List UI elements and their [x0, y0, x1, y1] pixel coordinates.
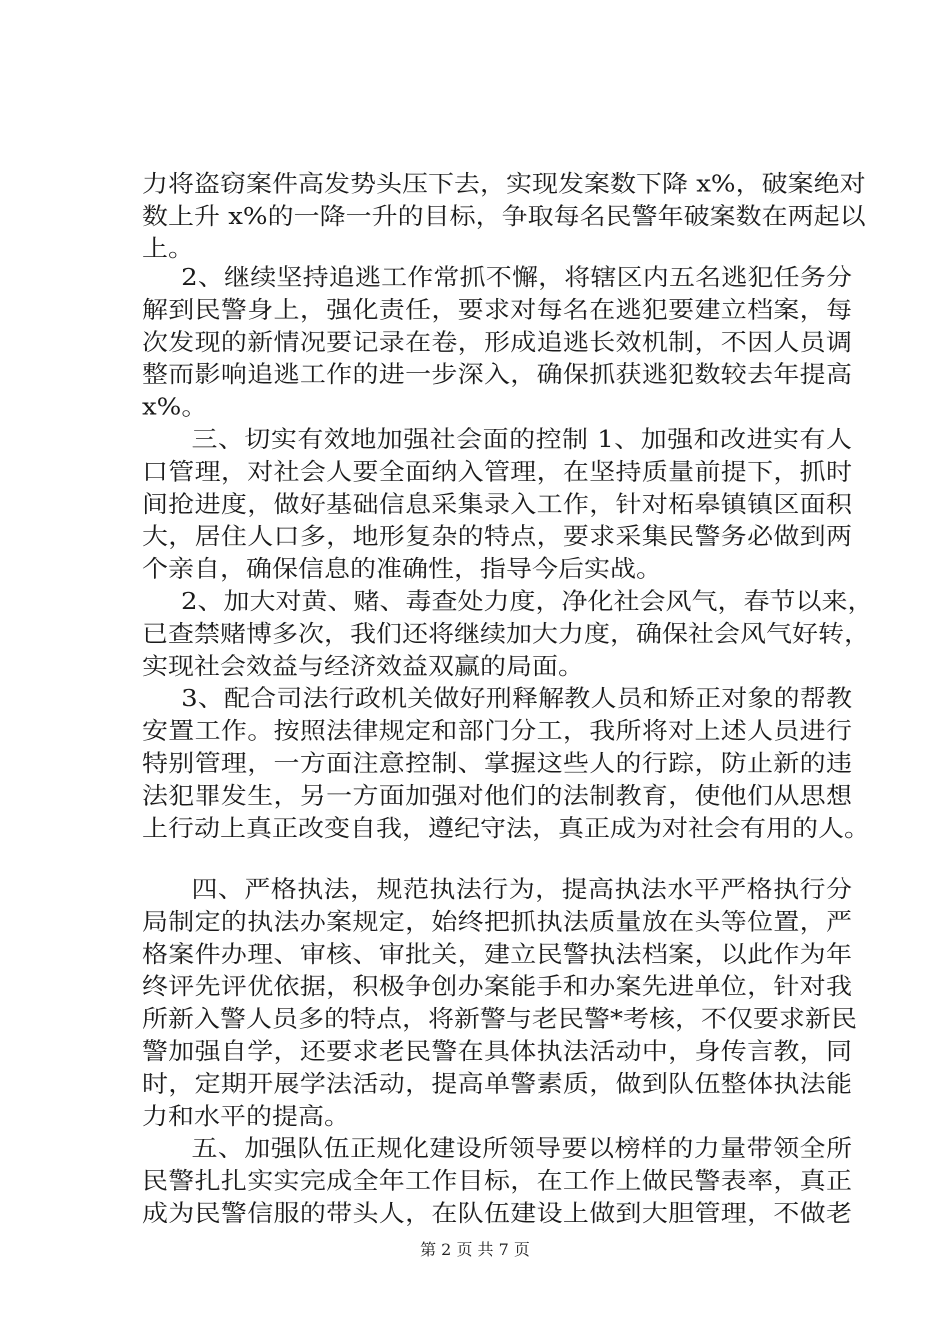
text-line: 上。	[142, 235, 195, 263]
text-line: 成为民警信服的带头人，在队伍建设上做到大胆管理，不做老	[142, 1200, 852, 1228]
text-line: 终评先评优依据，积极争创办案能手和办案先进单位，针对我	[142, 973, 852, 1001]
text-line: 局制定的执法办案规定，始终把抓执法质量放在头等位置，严	[142, 908, 852, 936]
text-line: 整而影响追逃工作的进一步深入，确保抓获逃犯数较去年提高	[142, 361, 852, 389]
page-footer: 第 2 页 共 7 页	[420, 1240, 530, 1259]
text-line: 口管理，对社会人要全面纳入管理，在坚持质量前提下，抓时	[142, 458, 852, 486]
text-line: 3、配合司法行政机关做好刑释解教人员和矫正对象的帮教	[155, 685, 852, 713]
text-line: 已查禁赌博多次，我们还将继续加大力度，确保社会风气好转，	[142, 620, 871, 648]
text-line: 三、切实有效地加强社会面的控制 1、加强和改进实有人	[165, 426, 852, 454]
text-line: 力将盗窃案件高发势头压下去，实现发案数下降 x%，破案绝对	[142, 170, 866, 198]
text-line: 特别管理，一方面注意控制、掌握这些人的行踪，防止新的违	[142, 750, 852, 778]
text-line: 所新入警人员多的特点，将新警与老民警*考核，不仅要求新民	[142, 1005, 858, 1033]
text-line: 间抢进度，做好基础信息采集录入工作，针对柘皋镇镇区面积	[142, 491, 852, 519]
text-line: 个亲自，确保信息的准确性，指导今后实战。	[142, 555, 663, 583]
text-line: x%。	[142, 393, 208, 421]
text-line: 警加强自学，还要求老民警在具体执法活动中，身传言教，同	[142, 1038, 852, 1066]
text-line: 次发现的新情况要记录在卷，形成追逃长效机制，不因人员调	[142, 329, 852, 357]
text-line: 实现社会效益与经济效益双赢的局面。	[142, 653, 585, 681]
text-line: 大，居住人口多，地形复杂的特点，要求采集民警务必做到两	[142, 523, 852, 551]
text-line: 安置工作。按照法律规定和部门分工，我所将对上述人员进行	[142, 717, 852, 745]
text-line: 格案件办理、审核、审批关，建立民警执法档案，以此作为年	[142, 941, 852, 969]
text-line: 2、继续坚持追逃工作常抓不懈，将辖区内五名逃犯任务分	[155, 264, 852, 292]
text-line: 数上升 x%的一降一升的目标，争取每名民警年破案数在两起以	[142, 203, 866, 231]
text-line: 力和水平的提高。	[142, 1103, 351, 1131]
text-line: 四、严格执法，规范执法行为，提高执法水平严格执行分	[165, 876, 852, 904]
text-line: 法犯罪发生，另一方面加强对他们的法制教育，使他们从思想	[142, 782, 852, 810]
text-line: 上行动上真正改变自我，遵纪守法，真正成为对社会有用的人。	[142, 815, 871, 843]
text-line: 解到民警身上，强化责任，要求对每名在逃犯要建立档案，每	[142, 296, 852, 324]
text-line: 2、加大对黄、赌、毒查处力度，净化社会风气，春节以来，	[155, 588, 874, 616]
text-line: 五、加强队伍正规化建设所领导要以榜样的力量带领全所	[165, 1135, 852, 1163]
body-text	[0, 17, 950, 1227]
text-line: 民警扎扎实实完成全年工作目标，在工作上做民警表率，真正	[142, 1167, 852, 1195]
text-line: 时，定期开展学法活动，提高单警素质，做到队伍整体执法能	[142, 1070, 852, 1098]
